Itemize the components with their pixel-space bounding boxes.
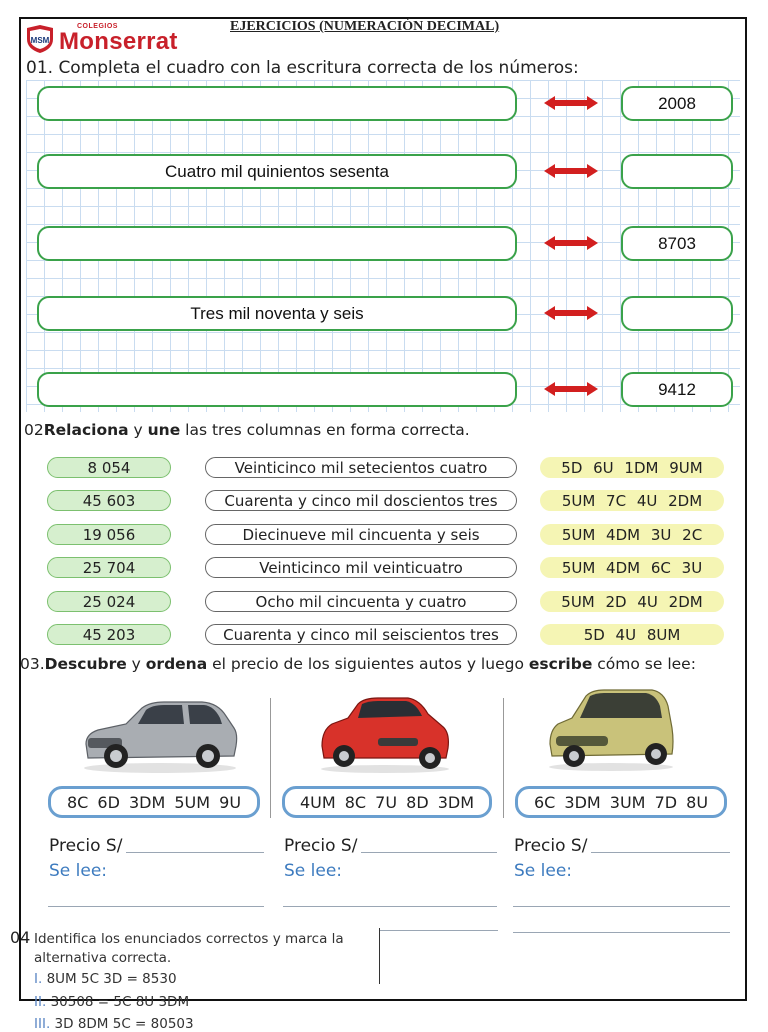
number-cell[interactable]: 45 603 [47, 490, 171, 511]
double-arrow-icon [544, 96, 598, 110]
section3-text-end: cómo se lee: [592, 655, 696, 673]
car-code-box-2[interactable]: 4UM 8C 7U 8D 3DM [282, 786, 492, 818]
number-cell[interactable]: 25 024 [47, 591, 171, 612]
codes-cell[interactable]: 5UM 7C 4U 2DM [540, 490, 724, 511]
section4-text-1: Identifica los enunciados correctos y marca la [34, 931, 344, 947]
section4-separator [379, 928, 380, 984]
column-separator [503, 698, 504, 818]
gold-car-image [546, 688, 676, 772]
selee-line-1[interactable] [48, 906, 264, 907]
option-i[interactable] [34, 971, 177, 987]
car-code-box-3[interactable]: 6C 3DM 3UM 7D 8U [515, 786, 727, 818]
section3-bold-escribe: escribe [528, 655, 593, 673]
number-field-2[interactable] [621, 154, 733, 189]
roman-iii: III. [34, 1016, 51, 1032]
number-cell[interactable]: 45 203 [47, 624, 171, 645]
words-cell[interactable]: Ocho mil cincuenta y cuatro [205, 591, 517, 612]
roman-ii: II. [34, 994, 47, 1010]
words-cell[interactable]: Diecinueve mil cincuenta y seis [205, 524, 517, 545]
section3-text-y: y [126, 655, 146, 673]
selee-line-3b[interactable] [513, 932, 730, 933]
shield-text: MSM [30, 36, 50, 45]
red-car-image [318, 694, 452, 774]
school-logo [25, 22, 200, 58]
section2-title [24, 421, 470, 439]
words-field-2[interactable]: Cuatro mil quinientos sesenta [37, 154, 517, 189]
section3-title [20, 655, 696, 673]
document-title: EJERCICIOS (NUMERACIÓN DECIMAL) [230, 19, 500, 34]
precio-line-1[interactable] [126, 852, 264, 853]
section3-text-middle: el precio de los siguientes autos y luego [207, 655, 529, 673]
double-arrow-icon [544, 382, 598, 396]
precio-line-3[interactable] [591, 852, 730, 853]
codes-cell[interactable]: 5UM 2D 4U 2DM [540, 591, 724, 612]
precio-label-3: Precio S/ [514, 836, 588, 856]
words-cell[interactable]: Cuarenta y cinco mil seiscientos tres [205, 624, 517, 645]
section2-text-y: y [128, 421, 148, 439]
column-separator [270, 698, 271, 818]
section3-bold-descubre: Descubre [44, 655, 127, 673]
answer-line[interactable] [380, 930, 498, 931]
words-cell[interactable]: Veinticinco mil setecientos cuatro [205, 457, 517, 478]
section2-number: 02 [24, 421, 44, 439]
number-cell[interactable]: 19 056 [47, 524, 171, 545]
precio-line-2[interactable] [361, 852, 497, 853]
car-code-box-1[interactable]: 8C 6D 3DM 5UM 9U [48, 786, 260, 818]
words-field-4[interactable]: Tres mil noventa y seis [37, 296, 517, 331]
roman-i: I. [34, 971, 43, 987]
option-iii[interactable] [34, 1016, 194, 1032]
double-arrow-icon [544, 236, 598, 250]
double-arrow-icon [544, 306, 598, 320]
codes-cell[interactable]: 5D 4U 8UM [540, 624, 724, 645]
words-cell[interactable]: Cuarenta y cinco mil doscientos tres [205, 490, 517, 511]
section3-number: 03. [20, 655, 45, 673]
logo-main-text: Monserrat [59, 28, 178, 55]
number-cell[interactable]: 25 704 [47, 557, 171, 578]
option-i-text: 8UM 5C 3D = 8530 [46, 971, 177, 987]
double-arrow-icon [544, 164, 598, 178]
precio-label-1: Precio S/ [49, 836, 123, 856]
section4-number: 04 [10, 928, 31, 947]
words-field-1[interactable] [37, 86, 517, 121]
selee-label-1: Se lee: [49, 861, 108, 881]
number-field-4[interactable] [621, 296, 733, 331]
section3-bold-ordena: ordena [145, 655, 208, 673]
section2-bold-relaciona: Relaciona [43, 421, 129, 439]
number-cell[interactable]: 8 054 [47, 457, 171, 478]
number-field-5[interactable]: 9412 [621, 372, 733, 407]
option-ii[interactable] [34, 994, 189, 1010]
section1-title: 01. Completa el cuadro con la escritura correcta de los números: [26, 58, 579, 78]
words-field-3[interactable] [37, 226, 517, 261]
codes-cell[interactable]: 5UM 4DM 6C 3U [540, 557, 724, 578]
silver-car-image [80, 694, 240, 774]
section4-text-2: alternativa correcta. [34, 950, 172, 966]
selee-label-2: Se lee: [284, 861, 343, 881]
selee-label-3: Se lee: [514, 861, 573, 881]
words-cell[interactable]: Veinticinco mil veinticuatro [205, 557, 517, 578]
section2-bold-une: une [147, 421, 181, 439]
selee-line-2[interactable] [283, 906, 497, 907]
codes-cell[interactable]: 5D 6U 1DM 9UM [540, 457, 724, 478]
section2-text-rest: las tres columnas en forma correcta. [180, 421, 470, 439]
option-ii-text: 30508 = 5C 8U 3DM [50, 994, 190, 1010]
words-field-5[interactable] [37, 372, 517, 407]
number-field-1[interactable]: 2008 [621, 86, 733, 121]
number-field-3[interactable]: 8703 [621, 226, 733, 261]
logo-small-text: COLEGIOS [77, 23, 118, 30]
option-iii-text: 3D 8DM 5C = 80503 [54, 1016, 194, 1032]
shield-icon [25, 24, 55, 54]
precio-label-2: Precio S/ [284, 836, 358, 856]
codes-cell[interactable]: 5UM 4DM 3U 2C [540, 524, 724, 545]
selee-line-3[interactable] [513, 906, 730, 907]
